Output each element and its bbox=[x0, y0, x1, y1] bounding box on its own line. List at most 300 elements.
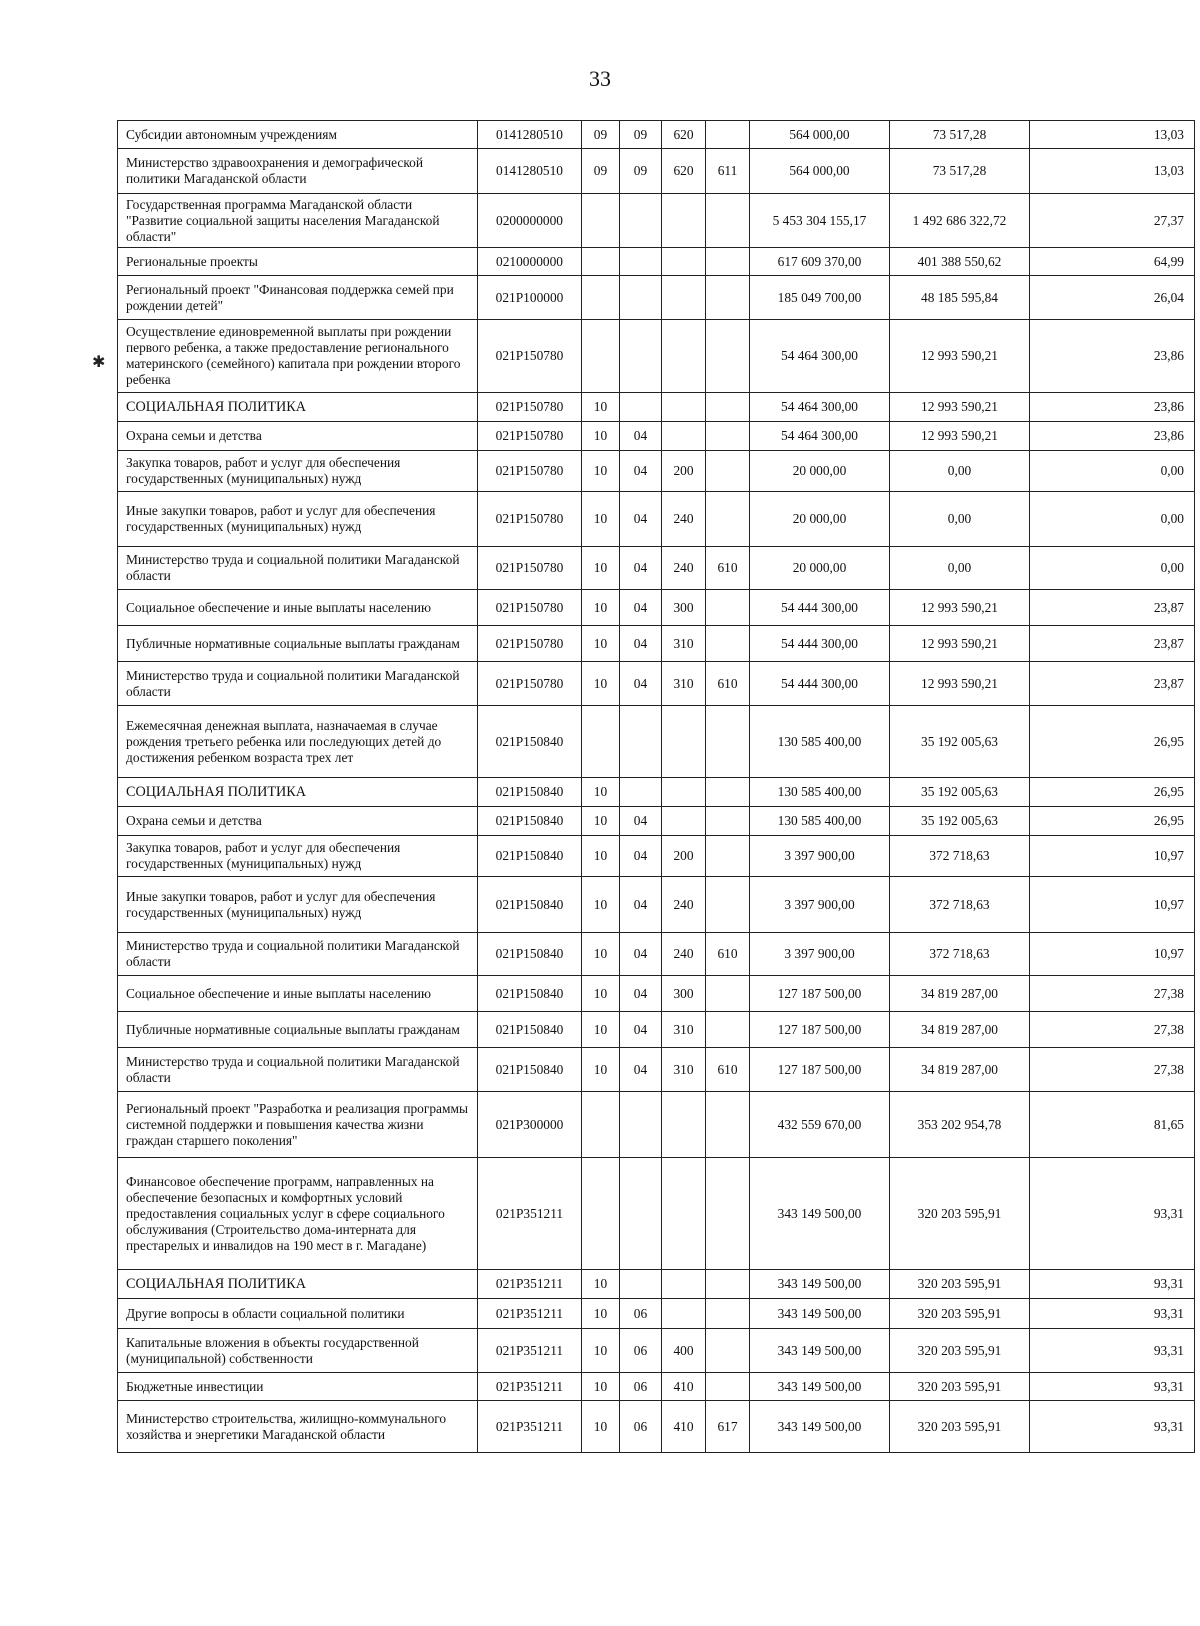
target-code: 021P150780 bbox=[478, 320, 582, 393]
planned-amount: 5 453 304 155,17 bbox=[750, 194, 890, 248]
table-row bbox=[118, 590, 1195, 626]
execution-percent: 23,87 bbox=[1030, 626, 1195, 662]
item-name: Другие вопросы в области социальной политики bbox=[118, 1299, 478, 1329]
planned-amount: 20 000,00 bbox=[750, 451, 890, 492]
executed-amount: 320 203 595,91 bbox=[890, 1270, 1030, 1299]
administrator-code bbox=[706, 121, 750, 149]
item-name: Публичные нормативные социальные выплаты гражданам bbox=[118, 1012, 478, 1048]
administrator-code bbox=[706, 1329, 750, 1373]
section-code bbox=[582, 1158, 620, 1270]
section-code: 10 bbox=[582, 547, 620, 590]
expense-type-code: 620 bbox=[662, 121, 706, 149]
administrator-code bbox=[706, 194, 750, 248]
execution-percent: 0,00 bbox=[1030, 547, 1195, 590]
item-name: Государственная программа Магаданской области "Развитие социальной защиты населения Магаданской области" bbox=[118, 194, 478, 248]
section-code: 10 bbox=[582, 807, 620, 836]
administrator-code bbox=[706, 1270, 750, 1299]
subsection-code: 04 bbox=[620, 836, 662, 877]
executed-amount: 372 718,63 bbox=[890, 933, 1030, 976]
item-name: Министерство труда и социальной политики Магаданской области bbox=[118, 1048, 478, 1092]
execution-percent: 10,97 bbox=[1030, 933, 1195, 976]
table-row bbox=[118, 393, 1195, 422]
item-name: Социальное обеспечение и иные выплаты населению bbox=[118, 590, 478, 626]
expense-type-code bbox=[662, 393, 706, 422]
execution-percent: 93,31 bbox=[1030, 1373, 1195, 1401]
executed-amount: 34 819 287,00 bbox=[890, 976, 1030, 1012]
expense-type-code: 310 bbox=[662, 626, 706, 662]
administrator-code bbox=[706, 320, 750, 393]
target-code: 021P150840 bbox=[478, 807, 582, 836]
section-code: 10 bbox=[582, 393, 620, 422]
expense-type-code: 240 bbox=[662, 877, 706, 933]
administrator-code bbox=[706, 248, 750, 276]
target-code: 0200000000 bbox=[478, 194, 582, 248]
administrator-code bbox=[706, 451, 750, 492]
execution-percent: 10,97 bbox=[1030, 877, 1195, 933]
table-row bbox=[118, 807, 1195, 836]
section-code: 10 bbox=[582, 1012, 620, 1048]
item-name: Министерство труда и социальной политики Магаданской области bbox=[118, 662, 478, 706]
section-code: 10 bbox=[582, 933, 620, 976]
table-row bbox=[118, 1299, 1195, 1329]
executed-amount: 12 993 590,21 bbox=[890, 662, 1030, 706]
item-name: Региональный проект "Разработка и реализация программы системной поддержки и повышения качества жизни граждан старшего поколения" bbox=[118, 1092, 478, 1158]
execution-percent: 93,31 bbox=[1030, 1158, 1195, 1270]
executed-amount: 48 185 595,84 bbox=[890, 276, 1030, 320]
item-name: Иные закупки товаров, работ и услуг для обеспечения государственных (муниципальных) нужд bbox=[118, 492, 478, 547]
execution-percent: 23,86 bbox=[1030, 422, 1195, 451]
executed-amount: 34 819 287,00 bbox=[890, 1048, 1030, 1092]
section-code: 10 bbox=[582, 492, 620, 547]
expense-type-code: 240 bbox=[662, 492, 706, 547]
executed-amount: 35 192 005,63 bbox=[890, 706, 1030, 778]
planned-amount: 127 187 500,00 bbox=[750, 1012, 890, 1048]
administrator-code: 617 bbox=[706, 1401, 750, 1453]
execution-percent: 0,00 bbox=[1030, 492, 1195, 547]
section-code: 10 bbox=[582, 1329, 620, 1373]
item-name: Финансовое обеспечение программ, направленных на обеспечение безопасных и комфортных условий предоставления социальных услуг в сфере социального обслуживания (Строительство дома-интерната для престарелых и инвалидов на 190 мест в г. Магадане) bbox=[118, 1158, 478, 1270]
subsection-code bbox=[620, 320, 662, 393]
item-name: Осуществление единовременной выплаты при рождении первого ребенка, а также предоставление регионального материнского (семейного) капитала при рождении второго ребенка bbox=[118, 320, 478, 393]
planned-amount: 54 464 300,00 bbox=[750, 393, 890, 422]
execution-percent: 10,97 bbox=[1030, 836, 1195, 877]
executed-amount: 12 993 590,21 bbox=[890, 626, 1030, 662]
target-code: 021P351211 bbox=[478, 1299, 582, 1329]
administrator-code bbox=[706, 877, 750, 933]
subsection-code bbox=[620, 276, 662, 320]
target-code: 021P300000 bbox=[478, 1092, 582, 1158]
table-body bbox=[118, 121, 1195, 1453]
planned-amount: 3 397 900,00 bbox=[750, 933, 890, 976]
expense-type-code: 410 bbox=[662, 1401, 706, 1453]
subsection-code bbox=[620, 1092, 662, 1158]
execution-percent: 93,31 bbox=[1030, 1299, 1195, 1329]
expense-type-code bbox=[662, 1270, 706, 1299]
subsection-code bbox=[620, 778, 662, 807]
subsection-code: 04 bbox=[620, 590, 662, 626]
executed-amount: 12 993 590,21 bbox=[890, 393, 1030, 422]
section-code: 10 bbox=[582, 590, 620, 626]
expense-type-code: 410 bbox=[662, 1373, 706, 1401]
execution-percent: 23,86 bbox=[1030, 393, 1195, 422]
item-name: Закупка товаров, работ и услуг для обеспечения государственных (муниципальных) нужд bbox=[118, 836, 478, 877]
planned-amount: 343 149 500,00 bbox=[750, 1299, 890, 1329]
section-code: 10 bbox=[582, 1048, 620, 1092]
target-code: 021P150840 bbox=[478, 836, 582, 877]
administrator-code bbox=[706, 590, 750, 626]
table-row bbox=[118, 877, 1195, 933]
margin-mark: ✱ bbox=[92, 354, 106, 371]
administrator-code bbox=[706, 422, 750, 451]
expense-type-code: 300 bbox=[662, 590, 706, 626]
item-name: Бюджетные инвестиции bbox=[118, 1373, 478, 1401]
table-row bbox=[118, 1401, 1195, 1453]
target-code: 021P100000 bbox=[478, 276, 582, 320]
section-code: 10 bbox=[582, 422, 620, 451]
table-row bbox=[118, 836, 1195, 877]
executed-amount: 1 492 686 322,72 bbox=[890, 194, 1030, 248]
planned-amount: 3 397 900,00 bbox=[750, 877, 890, 933]
item-name: Субсидии автономным учреждениям bbox=[118, 121, 478, 149]
planned-amount: 54 444 300,00 bbox=[750, 626, 890, 662]
table-row bbox=[118, 1158, 1195, 1270]
administrator-code bbox=[706, 1012, 750, 1048]
subsection-code: 04 bbox=[620, 422, 662, 451]
executed-amount: 35 192 005,63 bbox=[890, 778, 1030, 807]
planned-amount: 54 464 300,00 bbox=[750, 422, 890, 451]
table-row bbox=[118, 492, 1195, 547]
item-name: Министерство здравоохранения и демографической политики Магаданской области bbox=[118, 149, 478, 194]
planned-amount: 20 000,00 bbox=[750, 492, 890, 547]
item-name: Министерство труда и социальной политики Магаданской области bbox=[118, 547, 478, 590]
table-row bbox=[118, 1270, 1195, 1299]
executed-amount: 320 203 595,91 bbox=[890, 1299, 1030, 1329]
administrator-code: 610 bbox=[706, 933, 750, 976]
table-row bbox=[118, 1092, 1195, 1158]
administrator-code bbox=[706, 393, 750, 422]
section-code: 10 bbox=[582, 1299, 620, 1329]
administrator-code bbox=[706, 778, 750, 807]
table-row bbox=[118, 662, 1195, 706]
section-code: 10 bbox=[582, 626, 620, 662]
item-name: Публичные нормативные социальные выплаты гражданам bbox=[118, 626, 478, 662]
administrator-code bbox=[706, 807, 750, 836]
item-name: Ежемесячная денежная выплата, назначаемая в случае рождения третьего ребенка или последующих детей до достижения ребенком возраста трех лет bbox=[118, 706, 478, 778]
planned-amount: 343 149 500,00 bbox=[750, 1270, 890, 1299]
target-code: 021P150840 bbox=[478, 933, 582, 976]
executed-amount: 320 203 595,91 bbox=[890, 1373, 1030, 1401]
administrator-code bbox=[706, 492, 750, 547]
planned-amount: 343 149 500,00 bbox=[750, 1329, 890, 1373]
execution-percent: 0,00 bbox=[1030, 451, 1195, 492]
subsection-code: 06 bbox=[620, 1401, 662, 1453]
subsection-code: 04 bbox=[620, 451, 662, 492]
section-code: 09 bbox=[582, 121, 620, 149]
expense-type-code bbox=[662, 1092, 706, 1158]
execution-percent: 26,95 bbox=[1030, 807, 1195, 836]
administrator-code: 610 bbox=[706, 547, 750, 590]
planned-amount: 564 000,00 bbox=[750, 149, 890, 194]
item-name: СОЦИАЛЬНАЯ ПОЛИТИКА bbox=[118, 393, 478, 422]
execution-percent: 27,38 bbox=[1030, 976, 1195, 1012]
execution-percent: 13,03 bbox=[1030, 149, 1195, 194]
executed-amount: 320 203 595,91 bbox=[890, 1329, 1030, 1373]
planned-amount: 130 585 400,00 bbox=[750, 807, 890, 836]
table-row bbox=[118, 706, 1195, 778]
expense-type-code bbox=[662, 248, 706, 276]
expense-type-code bbox=[662, 1158, 706, 1270]
table-row bbox=[118, 1012, 1195, 1048]
subsection-code: 04 bbox=[620, 547, 662, 590]
planned-amount: 127 187 500,00 bbox=[750, 976, 890, 1012]
administrator-code bbox=[706, 1092, 750, 1158]
target-code: 0141280510 bbox=[478, 149, 582, 194]
planned-amount: 432 559 670,00 bbox=[750, 1092, 890, 1158]
section-code: 10 bbox=[582, 662, 620, 706]
subsection-code: 04 bbox=[620, 877, 662, 933]
administrator-code bbox=[706, 276, 750, 320]
table-row bbox=[118, 933, 1195, 976]
executed-amount: 35 192 005,63 bbox=[890, 807, 1030, 836]
execution-percent: 93,31 bbox=[1030, 1270, 1195, 1299]
table-row bbox=[118, 276, 1195, 320]
item-name: Иные закупки товаров, работ и услуг для обеспечения государственных (муниципальных) нужд bbox=[118, 877, 478, 933]
target-code: 021P150780 bbox=[478, 451, 582, 492]
planned-amount: 20 000,00 bbox=[750, 547, 890, 590]
administrator-code: 610 bbox=[706, 1048, 750, 1092]
target-code: 021P150780 bbox=[478, 662, 582, 706]
target-code: 021P351211 bbox=[478, 1401, 582, 1453]
subsection-code: 04 bbox=[620, 1048, 662, 1092]
section-code bbox=[582, 276, 620, 320]
table-row bbox=[118, 778, 1195, 807]
subsection-code bbox=[620, 248, 662, 276]
table-row bbox=[118, 149, 1195, 194]
subsection-code: 06 bbox=[620, 1299, 662, 1329]
expense-type-code: 620 bbox=[662, 149, 706, 194]
executed-amount: 372 718,63 bbox=[890, 877, 1030, 933]
subsection-code: 04 bbox=[620, 976, 662, 1012]
expense-type-code: 200 bbox=[662, 451, 706, 492]
subsection-code: 06 bbox=[620, 1373, 662, 1401]
executed-amount: 0,00 bbox=[890, 451, 1030, 492]
table-row bbox=[118, 320, 1195, 393]
execution-percent: 26,95 bbox=[1030, 706, 1195, 778]
subsection-code: 09 bbox=[620, 149, 662, 194]
expense-type-code: 300 bbox=[662, 976, 706, 1012]
executed-amount: 73 517,28 bbox=[890, 121, 1030, 149]
executed-amount: 320 203 595,91 bbox=[890, 1158, 1030, 1270]
administrator-code bbox=[706, 1158, 750, 1270]
planned-amount: 54 444 300,00 bbox=[750, 662, 890, 706]
expense-type-code bbox=[662, 778, 706, 807]
execution-percent: 23,87 bbox=[1030, 662, 1195, 706]
section-code bbox=[582, 194, 620, 248]
administrator-code bbox=[706, 836, 750, 877]
target-code: 021P150840 bbox=[478, 778, 582, 807]
planned-amount: 54 464 300,00 bbox=[750, 320, 890, 393]
target-code: 021P150780 bbox=[478, 590, 582, 626]
item-name: Охрана семьи и детства bbox=[118, 807, 478, 836]
executed-amount: 12 993 590,21 bbox=[890, 590, 1030, 626]
executed-amount: 401 388 550,62 bbox=[890, 248, 1030, 276]
execution-percent: 81,65 bbox=[1030, 1092, 1195, 1158]
target-code: 021P150840 bbox=[478, 706, 582, 778]
planned-amount: 564 000,00 bbox=[750, 121, 890, 149]
target-code: 021P150780 bbox=[478, 626, 582, 662]
expense-type-code bbox=[662, 807, 706, 836]
executed-amount: 34 819 287,00 bbox=[890, 1012, 1030, 1048]
administrator-code bbox=[706, 626, 750, 662]
budget-execution-table bbox=[117, 120, 1195, 1453]
subsection-code bbox=[620, 1158, 662, 1270]
section-code: 10 bbox=[582, 451, 620, 492]
target-code: 021P150840 bbox=[478, 1048, 582, 1092]
section-code bbox=[582, 320, 620, 393]
execution-percent: 13,03 bbox=[1030, 121, 1195, 149]
target-code: 021P351211 bbox=[478, 1329, 582, 1373]
subsection-code: 04 bbox=[620, 626, 662, 662]
planned-amount: 127 187 500,00 bbox=[750, 1048, 890, 1092]
target-code: 021P150840 bbox=[478, 976, 582, 1012]
execution-percent: 93,31 bbox=[1030, 1401, 1195, 1453]
executed-amount: 0,00 bbox=[890, 492, 1030, 547]
execution-percent: 23,87 bbox=[1030, 590, 1195, 626]
execution-percent: 27,38 bbox=[1030, 1048, 1195, 1092]
section-code: 10 bbox=[582, 976, 620, 1012]
administrator-code bbox=[706, 1373, 750, 1401]
planned-amount: 54 444 300,00 bbox=[750, 590, 890, 626]
item-name: Региональные проекты bbox=[118, 248, 478, 276]
expense-type-code: 310 bbox=[662, 1012, 706, 1048]
expense-type-code bbox=[662, 422, 706, 451]
table-row bbox=[118, 1329, 1195, 1373]
target-code: 0141280510 bbox=[478, 121, 582, 149]
table-row bbox=[118, 194, 1195, 248]
execution-percent: 26,95 bbox=[1030, 778, 1195, 807]
table-row bbox=[118, 422, 1195, 451]
section-code bbox=[582, 706, 620, 778]
item-name: Капитальные вложения в объекты государственной (муниципальной) собственности bbox=[118, 1329, 478, 1373]
section-code bbox=[582, 248, 620, 276]
administrator-code bbox=[706, 1299, 750, 1329]
subsection-code bbox=[620, 1270, 662, 1299]
item-name: Министерство труда и социальной политики Магаданской области bbox=[118, 933, 478, 976]
section-code: 10 bbox=[582, 778, 620, 807]
planned-amount: 3 397 900,00 bbox=[750, 836, 890, 877]
section-code: 10 bbox=[582, 877, 620, 933]
expense-type-code: 240 bbox=[662, 933, 706, 976]
administrator-code bbox=[706, 976, 750, 1012]
planned-amount: 617 609 370,00 bbox=[750, 248, 890, 276]
subsection-code: 04 bbox=[620, 807, 662, 836]
executed-amount: 12 993 590,21 bbox=[890, 320, 1030, 393]
executed-amount: 12 993 590,21 bbox=[890, 422, 1030, 451]
administrator-code: 610 bbox=[706, 662, 750, 706]
expense-type-code bbox=[662, 320, 706, 393]
item-name: Министерство строительства, жилищно-коммунального хозяйства и энергетики Магаданской области bbox=[118, 1401, 478, 1453]
executed-amount: 372 718,63 bbox=[890, 836, 1030, 877]
planned-amount: 130 585 400,00 bbox=[750, 706, 890, 778]
page-number: 33 bbox=[589, 66, 611, 91]
expense-type-code: 240 bbox=[662, 547, 706, 590]
execution-percent: 26,04 bbox=[1030, 276, 1195, 320]
table-row bbox=[118, 121, 1195, 149]
subsection-code: 04 bbox=[620, 933, 662, 976]
section-code: 10 bbox=[582, 836, 620, 877]
execution-percent: 23,86 bbox=[1030, 320, 1195, 393]
planned-amount: 130 585 400,00 bbox=[750, 778, 890, 807]
item-name: Социальное обеспечение и иные выплаты населению bbox=[118, 976, 478, 1012]
target-code: 021P351211 bbox=[478, 1373, 582, 1401]
execution-percent: 93,31 bbox=[1030, 1329, 1195, 1373]
table-row bbox=[118, 547, 1195, 590]
planned-amount: 185 049 700,00 bbox=[750, 276, 890, 320]
target-code: 021P150840 bbox=[478, 877, 582, 933]
section-code: 09 bbox=[582, 149, 620, 194]
planned-amount: 343 149 500,00 bbox=[750, 1401, 890, 1453]
section-code: 10 bbox=[582, 1401, 620, 1453]
subsection-code bbox=[620, 706, 662, 778]
execution-percent: 27,38 bbox=[1030, 1012, 1195, 1048]
subsection-code bbox=[620, 393, 662, 422]
target-code: 021P150780 bbox=[478, 393, 582, 422]
section-code bbox=[582, 1092, 620, 1158]
item-name: Региональный проект "Финансовая поддержка семей при рождении детей" bbox=[118, 276, 478, 320]
subsection-code: 04 bbox=[620, 662, 662, 706]
target-code: 021P150840 bbox=[478, 1012, 582, 1048]
item-name: СОЦИАЛЬНАЯ ПОЛИТИКА bbox=[118, 1270, 478, 1299]
executed-amount: 0,00 bbox=[890, 547, 1030, 590]
executed-amount: 73 517,28 bbox=[890, 149, 1030, 194]
table-row bbox=[118, 1048, 1195, 1092]
executed-amount: 320 203 595,91 bbox=[890, 1401, 1030, 1453]
section-code: 10 bbox=[582, 1270, 620, 1299]
expense-type-code bbox=[662, 194, 706, 248]
subsection-code bbox=[620, 194, 662, 248]
expense-type-code: 200 bbox=[662, 836, 706, 877]
expense-type-code bbox=[662, 276, 706, 320]
item-name: СОЦИАЛЬНАЯ ПОЛИТИКА bbox=[118, 778, 478, 807]
item-name: Охрана семьи и детства bbox=[118, 422, 478, 451]
expense-type-code: 400 bbox=[662, 1329, 706, 1373]
administrator-code: 611 bbox=[706, 149, 750, 194]
target-code: 021P351211 bbox=[478, 1270, 582, 1299]
execution-percent: 64,99 bbox=[1030, 248, 1195, 276]
expense-type-code bbox=[662, 706, 706, 778]
table-row bbox=[118, 451, 1195, 492]
execution-percent: 27,37 bbox=[1030, 194, 1195, 248]
item-name: Закупка товаров, работ и услуг для обеспечения государственных (муниципальных) нужд bbox=[118, 451, 478, 492]
table-row bbox=[118, 976, 1195, 1012]
subsection-code: 06 bbox=[620, 1329, 662, 1373]
table-row bbox=[118, 1373, 1195, 1401]
executed-amount: 353 202 954,78 bbox=[890, 1092, 1030, 1158]
subsection-code: 04 bbox=[620, 492, 662, 547]
table-row bbox=[118, 626, 1195, 662]
target-code: 021P150780 bbox=[478, 422, 582, 451]
target-code: 021P351211 bbox=[478, 1158, 582, 1270]
expense-type-code: 310 bbox=[662, 1048, 706, 1092]
planned-amount: 343 149 500,00 bbox=[750, 1373, 890, 1401]
subsection-code: 04 bbox=[620, 1012, 662, 1048]
table-row bbox=[118, 248, 1195, 276]
target-code: 0210000000 bbox=[478, 248, 582, 276]
administrator-code bbox=[706, 706, 750, 778]
subsection-code: 09 bbox=[620, 121, 662, 149]
expense-type-code: 310 bbox=[662, 662, 706, 706]
target-code: 021P150780 bbox=[478, 547, 582, 590]
